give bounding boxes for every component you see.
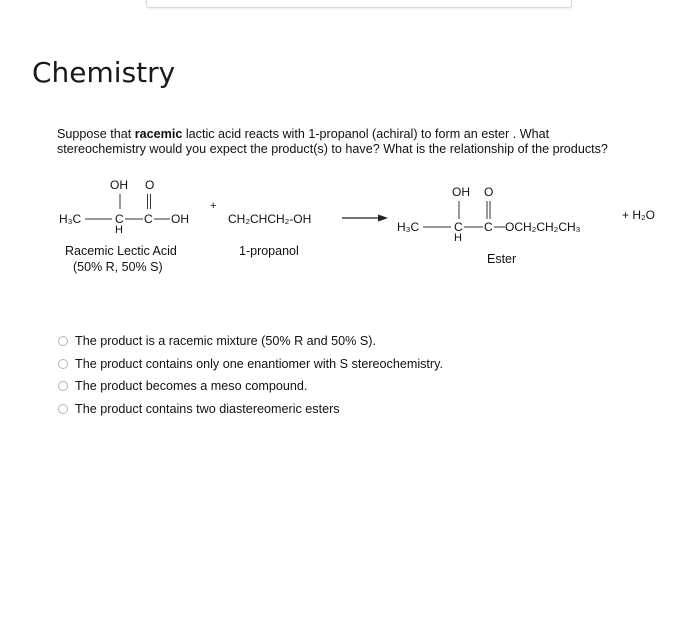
lactic-h3c-label: H₃C <box>59 212 82 226</box>
ester-h-label: H <box>454 232 462 244</box>
lactic-composition: (50% R, 50% S) <box>73 260 163 274</box>
propanol-structure <box>228 212 311 258</box>
option-meso-compound[interactable] <box>58 375 443 398</box>
radio-button[interactable] <box>58 336 68 346</box>
ester-o-label: O <box>484 185 494 199</box>
propanol-formula: CH₂CHCH₂-OH <box>228 212 312 226</box>
question-rest: lactic acid reacts with 1-propanol (achiral) to form an ester . What stereochemistry would you expect the product(s) to have? What is the relationship of the products? <box>57 127 608 156</box>
option-single-enantiomer[interactable] <box>58 353 443 376</box>
question-intro: Suppose that <box>57 127 135 141</box>
question-emphasis: racemic <box>134 127 183 141</box>
lactic-oh-right-label: OH <box>171 212 189 226</box>
lactic-acid-structure <box>59 178 189 274</box>
ester-h3c-label: H₃C <box>397 220 420 234</box>
ester-oh-label: OH <box>452 185 470 199</box>
ester-structure <box>397 185 581 266</box>
lactic-name: Racemic Lectic Acid <box>65 244 177 258</box>
answer-options <box>58 330 443 420</box>
option-label: The product contains two diastereomeric esters <box>75 401 340 416</box>
option-label: The product is a racemic mixture (50% R and 50% S). <box>75 334 376 349</box>
lactic-h-label: H <box>115 224 123 236</box>
ester-name: Ester <box>487 252 517 266</box>
radio-button[interactable] <box>58 359 68 369</box>
reaction-arrow <box>342 215 388 222</box>
plus-sign: + <box>210 200 217 212</box>
lactic-oh-label: OH <box>110 178 128 192</box>
lactic-c-alpha-label: C <box>115 212 124 226</box>
option-diastereomeric-esters[interactable] <box>58 398 443 421</box>
page-title: Chemistry <box>32 56 176 89</box>
propanol-name: 1-propanol <box>239 244 299 258</box>
ester-och-label: OCH₂CH₂CH₃ <box>505 220 581 234</box>
water-byproduct: + H₂O <box>622 208 655 222</box>
lactic-c-carbonyl-label: C <box>144 212 153 226</box>
radio-button[interactable] <box>58 404 68 414</box>
ester-c-carbonyl-label: C <box>484 220 493 234</box>
radio-button[interactable] <box>58 381 68 391</box>
ester-c-alpha-label: C <box>454 220 463 234</box>
lactic-o-label: O <box>145 178 155 192</box>
option-racemic-mixture[interactable] <box>58 330 443 353</box>
reaction-scheme <box>0 0 682 300</box>
option-label: The product becomes a meso compound. <box>75 379 308 394</box>
option-label: The product contains only one enantiomer with S stereochemistry. <box>75 356 443 371</box>
